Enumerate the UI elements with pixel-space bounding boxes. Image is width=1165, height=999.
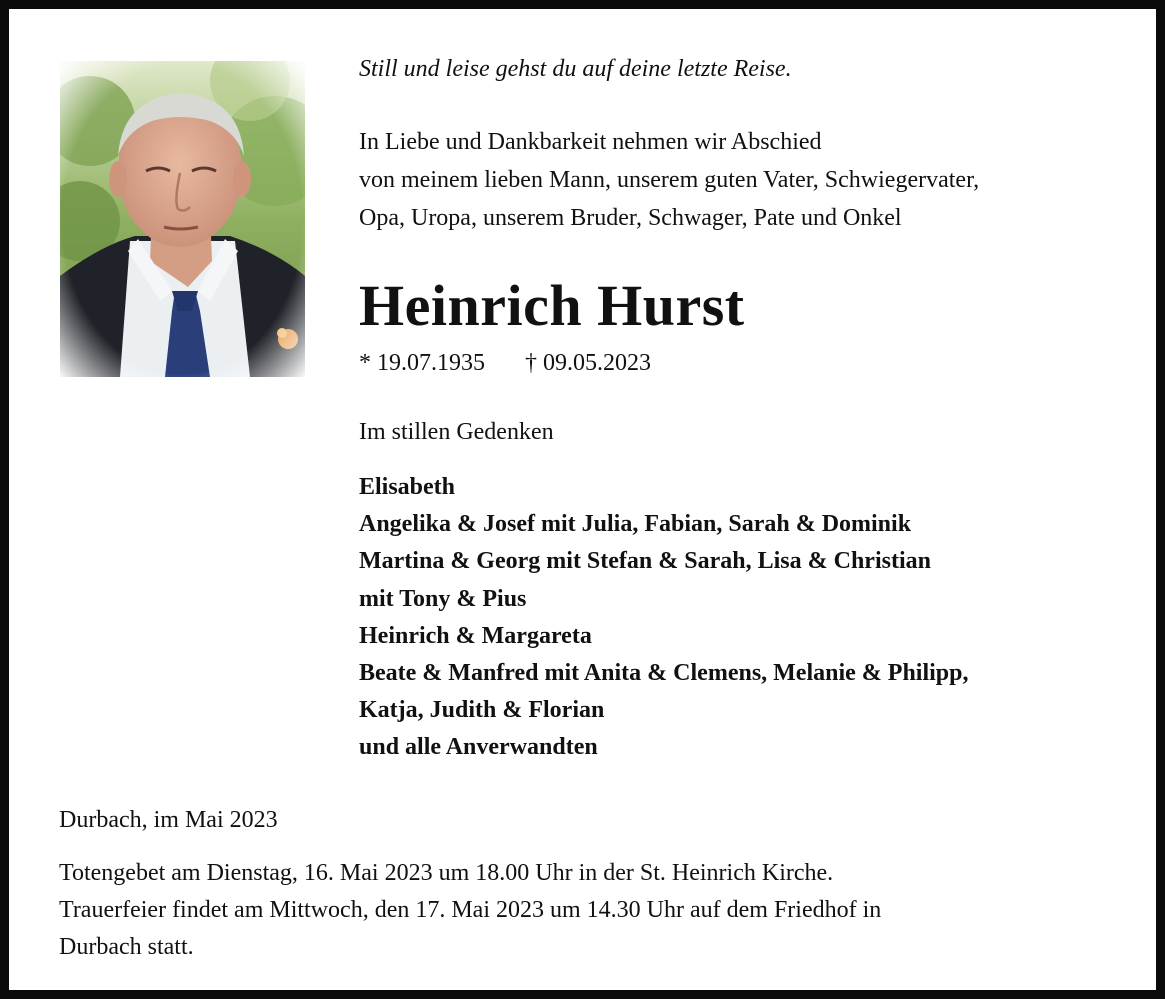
family-line: Beate & Manfred mit Anita & Clemens, Melanie & Philipp, [359,660,969,687]
family-line: Elisabeth [359,474,456,500]
service-line: Totengebet am Dienstag, 16. Mai 2023 um 18.00 Uhr in der St. Heinrich Kirche. [59,860,834,886]
family-line: Martina & Georg mit Stefan & Sarah, Lisa & Christian [359,548,931,575]
family-line: mit Tony & Pius [359,585,527,612]
intro-line: von meinem lieben Mann, unserem guten Vater, Schwiegervater, [359,167,980,193]
service-line: Durbach statt. [59,934,194,960]
place-date: Durbach, im Mai 2023 [59,807,278,833]
intro-text [359,123,1139,237]
family-line: Katja, Judith & Florian [359,697,605,724]
birth-date: * 19.07.1935 [359,350,485,376]
intro-line: In Liebe und Dankbarkeit nehmen wir Abschied [359,129,822,155]
family-list [359,469,1139,767]
motto: Still und leise gehst du auf deine letzte Reise. [359,56,792,82]
life-dates [359,346,1139,380]
service-line: Trauerfeier findet am Mittwoch, den 17. Mai 2023 um 14.30 Uhr auf dem Friedhof in [59,897,882,923]
family-line: und alle Anverwandten [359,734,598,761]
family-line: Heinrich & Margareta [359,622,592,649]
family-line: Angelika & Josef mit Julia, Fabian, Sarah & Dominik [359,511,912,538]
portrait-photo [60,61,305,377]
service-info [59,855,881,966]
deceased-name: Heinrich Hurst [359,273,745,338]
intro-line: Opa, Uropa, unserem Bruder, Schwager, Pate und Onkel [359,205,902,231]
portrait-photo-image [60,61,305,377]
death-date: † 09.05.2023 [525,350,651,376]
remembrance-heading: Im stillen Gedenken [359,419,554,445]
